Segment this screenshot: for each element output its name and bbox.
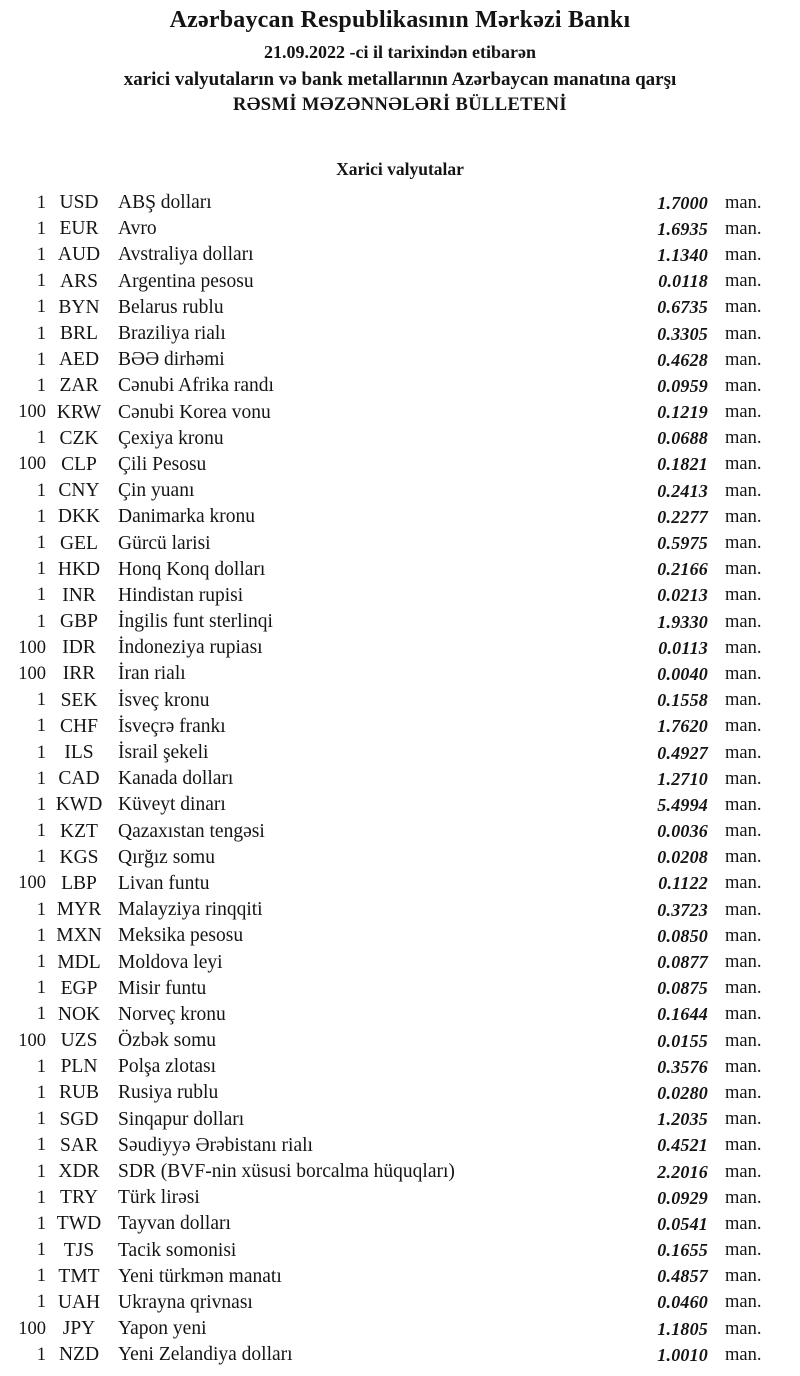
currency-row: [0, 1238, 770, 1264]
currency-name: Tacik somonisi: [118, 1239, 237, 1261]
currency-row: [0, 452, 770, 478]
currency-name: Honq Konq dolları: [118, 558, 266, 580]
currency-name: Malayziya rinqqiti: [118, 899, 263, 921]
currency-name: İsveç kronu: [118, 689, 210, 711]
currency-name: Argentina pesosu: [118, 270, 254, 292]
currency-name: Qazaxıstan tengəsi: [118, 820, 265, 842]
currency-rate: 0.0875: [657, 978, 708, 999]
currency-rate: 0.3305: [657, 323, 708, 344]
currency-quantity: 1: [36, 323, 46, 344]
currency-unit-label: man.: [725, 297, 762, 318]
bulletin-header: [0, 7, 800, 116]
currency-name: İndoneziya rupiası: [118, 637, 263, 659]
currency-code: CHF: [60, 715, 98, 737]
currency-code: RUB: [58, 1082, 100, 1104]
currency-quantity: 1: [36, 375, 46, 396]
currency-rate: 0.1821: [657, 454, 708, 475]
currency-quantity: 1: [36, 559, 46, 580]
currency-rate: 0.4927: [657, 742, 708, 763]
currency-code: CLP: [61, 453, 97, 475]
currency-rate: 0.0155: [657, 1030, 708, 1051]
currency-quantity: 1: [36, 1344, 46, 1365]
currency-code: ILS: [64, 742, 94, 764]
currency-code: TWD: [56, 1213, 102, 1235]
currency-name: Hindistan rupisi: [118, 584, 244, 606]
currency-name: İran rialı: [118, 663, 186, 685]
currency-unit-label: man.: [725, 794, 762, 815]
currency-rate: 0.4857: [657, 1266, 708, 1287]
currency-code: AUD: [57, 244, 101, 266]
currency-rate: 1.1805: [657, 1318, 708, 1339]
currency-unit-label: man.: [725, 218, 762, 239]
currency-row: [0, 1080, 770, 1106]
currency-name: Livan funtu: [118, 872, 210, 894]
currency-code: KGS: [59, 846, 99, 868]
currency-rate: 1.9330: [657, 611, 708, 632]
currency-row: [0, 426, 770, 452]
currency-quantity: 1: [36, 611, 46, 632]
currency-quantity: 1: [36, 1004, 46, 1025]
currency-quantity: 1: [36, 218, 46, 239]
currency-quantity: 1: [36, 1187, 46, 1208]
currency-unit-label: man.: [725, 1266, 762, 1287]
currency-code: HKD: [57, 558, 101, 580]
currency-code: KWD: [55, 794, 103, 816]
currency-code: BRL: [60, 323, 98, 345]
currency-rate: 0.1644: [657, 1004, 708, 1025]
effective-date-line: 21.09.2022 -ci il tarixindən etibarən: [264, 42, 536, 62]
currency-quantity: 1: [36, 952, 46, 973]
currency-name: Norveç kronu: [118, 1003, 226, 1025]
currency-unit-label: man.: [725, 1240, 762, 1261]
currency-row: [0, 373, 770, 399]
currency-row: [0, 1028, 770, 1054]
currency-rate: 2.2016: [657, 1161, 708, 1182]
currency-quantity: 1: [36, 533, 46, 554]
currency-code: LBP: [61, 872, 97, 894]
currency-rate: 0.0929: [657, 1187, 708, 1208]
currency-rate: 0.4521: [657, 1135, 708, 1156]
currency-unit-label: man.: [725, 768, 762, 789]
currency-row: [0, 766, 770, 792]
currency-code: USD: [59, 192, 99, 214]
currency-rate: 0.0113: [658, 637, 708, 658]
currency-name: Rusiya rublu: [118, 1082, 219, 1104]
currency-unit-label: man.: [725, 1318, 762, 1339]
section-title-foreign-currencies: Xarici valyutalar: [336, 159, 464, 179]
currency-code: GBP: [60, 611, 98, 633]
currency-name: Kanada dolları: [118, 768, 234, 790]
currency-row: [0, 583, 770, 609]
currency-row: [0, 1211, 770, 1237]
currency-name: Misir funtu: [118, 977, 207, 999]
currency-name: Moldova leyi: [118, 951, 223, 973]
currency-row: [0, 1133, 770, 1159]
currency-row: [0, 1342, 770, 1368]
currency-code: ARS: [60, 270, 98, 292]
currency-row: [0, 1185, 770, 1211]
currency-rate: 0.3576: [657, 1056, 708, 1077]
currency-quantity: 1: [36, 480, 46, 501]
currency-quantity: 1: [36, 768, 46, 789]
currency-quantity: 1: [36, 192, 46, 213]
currency-name: İsveçrə frankı: [118, 715, 226, 737]
currency-unit-label: man.: [725, 533, 762, 554]
currency-row: [0, 635, 770, 661]
currency-row: [0, 1002, 770, 1028]
currency-row: [0, 688, 770, 714]
currency-name: Avstraliya dolları: [118, 244, 254, 266]
currency-name: Çin yuanı: [118, 480, 195, 502]
currency-code: KRW: [56, 401, 102, 423]
subtitle-line: xarici valyutaların və bank metallarının Azərbaycan manatına qarşı: [123, 69, 677, 90]
currency-row: [0, 190, 770, 216]
currency-unit-label: man.: [725, 847, 762, 868]
currency-quantity: 1: [36, 349, 46, 370]
currency-quantity: 1: [36, 1292, 46, 1313]
currency-name: Sinqapur dolları: [118, 1108, 245, 1130]
currency-code: NZD: [58, 1344, 100, 1366]
currency-quantity: 1: [36, 1082, 46, 1103]
currency-code: UZS: [60, 1030, 98, 1052]
currency-row: [0, 609, 770, 635]
currency-quantity: 100: [18, 873, 46, 894]
currency-unit-label: man.: [725, 611, 762, 632]
currency-unit-label: man.: [725, 742, 762, 763]
currency-row: [0, 1107, 770, 1133]
currency-row: [0, 845, 770, 871]
currency-rate: 0.2166: [657, 559, 708, 580]
currency-code: KZT: [60, 820, 98, 842]
currency-code: MXN: [56, 925, 102, 947]
currency-quantity: 1: [36, 506, 46, 527]
currency-rate: 1.1340: [657, 244, 708, 265]
currency-rate: 0.0541: [657, 1213, 708, 1234]
currency-quantity: 1: [36, 1213, 46, 1234]
currency-rate: 1.7620: [657, 716, 708, 737]
currency-name: Cənubi Afrika randı: [118, 375, 274, 397]
currency-rate: 0.0959: [657, 375, 708, 396]
currency-rate: 0.0213: [657, 585, 708, 606]
currency-row: [0, 714, 770, 740]
currency-code: JPY: [62, 1318, 96, 1340]
currency-name: Gürcü larisi: [118, 532, 211, 554]
currency-row: [0, 949, 770, 975]
currency-row: [0, 216, 770, 242]
currency-name: Yapon yeni: [118, 1318, 207, 1340]
currency-row: [0, 530, 770, 556]
currency-unit-label: man.: [725, 559, 762, 580]
currency-unit-label: man.: [725, 1135, 762, 1156]
currency-row: [0, 976, 770, 1002]
currency-rate: 1.0010: [657, 1344, 708, 1365]
currency-unit-label: man.: [725, 716, 762, 737]
currency-code: CAD: [58, 768, 100, 790]
currency-unit-label: man.: [725, 454, 762, 475]
currency-quantity: 100: [18, 637, 46, 658]
currency-code: TJS: [63, 1239, 95, 1261]
currency-unit-label: man.: [725, 349, 762, 370]
currency-name: Qırğız somu: [118, 846, 215, 868]
currency-rate: 0.2413: [657, 480, 708, 501]
currency-quantity: 100: [18, 1318, 46, 1339]
currency-rate-table: [0, 190, 800, 1368]
currency-quantity: 1: [36, 1266, 46, 1287]
currency-rate: 0.6735: [657, 297, 708, 318]
currency-code: NOK: [57, 1003, 101, 1025]
currency-unit-label: man.: [725, 1082, 762, 1103]
currency-rate: 0.4628: [657, 349, 708, 370]
currency-row: [0, 819, 770, 845]
currency-name: İsrail şekeli: [118, 742, 209, 764]
currency-quantity: 100: [18, 402, 46, 423]
currency-row: [0, 792, 770, 818]
currency-quantity: 1: [36, 1135, 46, 1156]
currency-name: Türk lirəsi: [118, 1187, 200, 1209]
currency-rate: 0.0460: [657, 1292, 708, 1313]
currency-row: [0, 400, 770, 426]
official-rates-bulletin-title: RƏSMİ MƏZƏNNƏLƏRİ BÜLLETENİ: [232, 95, 568, 115]
currency-row: [0, 740, 770, 766]
currency-unit-label: man.: [725, 821, 762, 842]
currency-quantity: 1: [36, 690, 46, 711]
currency-code: MDL: [57, 951, 101, 973]
currency-name: Ukrayna qrivnası: [118, 1291, 253, 1313]
currency-name: Danimarka kronu: [118, 506, 255, 528]
currency-row: [0, 295, 770, 321]
currency-quantity: 1: [36, 742, 46, 763]
currency-name: Küveyt dinarı: [118, 794, 226, 816]
currency-quantity: 1: [36, 1109, 46, 1130]
currency-quantity: 1: [36, 585, 46, 606]
currency-code: EUR: [59, 218, 99, 240]
currency-name: Çili Pesosu: [118, 453, 207, 475]
currency-unit-label: man.: [725, 1030, 762, 1051]
currency-rate: 0.1122: [658, 873, 708, 894]
currency-quantity: 1: [36, 271, 46, 292]
currency-unit-label: man.: [725, 480, 762, 501]
currency-name: Səudiyyə Ərəbistanı rialı: [118, 1134, 313, 1156]
currency-name: Yeni Zelandiya dolları: [118, 1344, 293, 1366]
currency-code: AED: [58, 349, 100, 371]
currency-row: [0, 269, 770, 295]
currency-rate: 0.2277: [657, 506, 708, 527]
currency-row: [0, 321, 770, 347]
currency-rate: 0.0850: [657, 925, 708, 946]
currency-unit-label: man.: [725, 1109, 762, 1130]
currency-name: Cənubi Korea vonu: [118, 401, 271, 423]
currency-code: UAH: [57, 1291, 101, 1313]
currency-name: Belarus rublu: [118, 296, 224, 318]
currency-unit-label: man.: [725, 978, 762, 999]
currency-unit-label: man.: [725, 873, 762, 894]
currency-rate: 1.6935: [657, 218, 708, 239]
currency-row: [0, 1054, 770, 1080]
currency-rate: 0.1219: [657, 402, 708, 423]
currency-code: BYN: [58, 296, 100, 318]
currency-rate: 0.0280: [657, 1082, 708, 1103]
currency-code: DKK: [57, 506, 101, 528]
currency-unit-label: man.: [725, 323, 762, 344]
currency-code: MYR: [56, 899, 102, 921]
currency-code: TRY: [60, 1187, 98, 1209]
currency-code: TMT: [58, 1265, 100, 1287]
currency-quantity: 1: [36, 297, 46, 318]
currency-name: SDR (BVF-nin xüsusi borcalma hüquqları): [118, 1161, 455, 1183]
currency-unit-label: man.: [725, 585, 762, 606]
currency-quantity: 1: [36, 1240, 46, 1261]
currency-name: ABŞ dolları: [118, 192, 212, 214]
currency-unit-label: man.: [725, 428, 762, 449]
currency-quantity: 100: [18, 454, 46, 475]
currency-name: BƏƏ dirhəmi: [118, 349, 225, 371]
currency-quantity: 1: [36, 821, 46, 842]
currency-row: [0, 897, 770, 923]
currency-unit-label: man.: [725, 1213, 762, 1234]
currency-quantity: 1: [36, 794, 46, 815]
currency-rate: 0.1655: [657, 1240, 708, 1261]
currency-rate: 0.0040: [657, 663, 708, 684]
currency-row: [0, 1159, 770, 1185]
currency-code: ZAR: [59, 375, 99, 397]
currency-row: [0, 923, 770, 949]
currency-quantity: 1: [36, 847, 46, 868]
currency-unit-label: man.: [725, 925, 762, 946]
currency-unit-label: man.: [725, 690, 762, 711]
currency-row: [0, 347, 770, 373]
currency-name: Polşa zlotası: [118, 1056, 217, 1078]
currency-row: [0, 871, 770, 897]
currency-code: SGD: [59, 1108, 99, 1130]
currency-quantity: 1: [36, 716, 46, 737]
currency-code: INR: [62, 584, 96, 606]
currency-rate: 0.3723: [657, 899, 708, 920]
currency-quantity: 1: [36, 899, 46, 920]
currency-quantity: 100: [18, 1030, 46, 1051]
currency-rate: 0.1558: [657, 690, 708, 711]
currency-row: [0, 661, 770, 687]
currency-unit-label: man.: [725, 1187, 762, 1208]
currency-rate: 1.2710: [657, 768, 708, 789]
currency-rate: 1.2035: [657, 1109, 708, 1130]
currency-code: SAR: [60, 1134, 98, 1156]
currency-unit-label: man.: [725, 637, 762, 658]
currency-row: [0, 1316, 770, 1342]
currency-row: [0, 1290, 770, 1316]
currency-rate: 0.0877: [657, 952, 708, 973]
currency-quantity: 100: [18, 663, 46, 684]
currency-unit-label: man.: [725, 1344, 762, 1365]
currency-rate: 0.0688: [657, 428, 708, 449]
currency-rate: 0.0208: [657, 847, 708, 868]
currency-code: EGP: [60, 977, 98, 999]
currency-quantity: 1: [36, 244, 46, 265]
currency-unit-label: man.: [725, 244, 762, 265]
currency-name: Avro: [118, 218, 157, 240]
currency-name: Yeni türkmən manatı: [118, 1265, 282, 1287]
currency-code: CZK: [59, 427, 99, 449]
currency-quantity: 1: [36, 925, 46, 946]
currency-unit-label: man.: [725, 1161, 762, 1182]
currency-rate: 0.0118: [658, 271, 708, 292]
currency-code: PLN: [60, 1056, 98, 1078]
currency-unit-label: man.: [725, 402, 762, 423]
currency-code: CNY: [58, 480, 100, 502]
currency-code: IRR: [62, 663, 96, 685]
currency-code: XDR: [58, 1161, 100, 1183]
currency-row: [0, 242, 770, 268]
currency-unit-label: man.: [725, 899, 762, 920]
currency-code: IDR: [62, 637, 96, 659]
currency-row: [0, 557, 770, 583]
currency-unit-label: man.: [725, 271, 762, 292]
currency-unit-label: man.: [725, 192, 762, 213]
currency-unit-label: man.: [725, 1004, 762, 1025]
currency-unit-label: man.: [725, 506, 762, 527]
currency-row: [0, 1264, 770, 1290]
currency-unit-label: man.: [725, 1056, 762, 1077]
currency-code: SEK: [60, 689, 98, 711]
bank-name-title: Azərbaycan Respublikasının Mərkəzi Bankı: [169, 7, 631, 33]
currency-rate: 0.0036: [657, 821, 708, 842]
currency-name: Tayvan dolları: [118, 1213, 231, 1235]
currency-quantity: 1: [36, 428, 46, 449]
currency-unit-label: man.: [725, 952, 762, 973]
currency-rate: 5.4994: [657, 794, 708, 815]
currency-rate: 0.5975: [657, 533, 708, 554]
currency-row: [0, 478, 770, 504]
currency-name: Braziliya rialı: [118, 323, 226, 345]
currency-name: Özbək somu: [118, 1030, 217, 1052]
currency-quantity: 1: [36, 1161, 46, 1182]
currency-quantity: 1: [36, 1056, 46, 1077]
currency-unit-label: man.: [725, 1292, 762, 1313]
currency-code: GEL: [60, 532, 98, 554]
currency-row: [0, 504, 770, 530]
currency-name: Çexiya kronu: [118, 427, 224, 449]
currency-quantity: 1: [36, 978, 46, 999]
currency-rate: 1.7000: [657, 192, 708, 213]
currency-unit-label: man.: [725, 663, 762, 684]
currency-name: Meksika pesosu: [118, 925, 244, 947]
currency-name: İngilis funt sterlinqi: [118, 611, 273, 633]
currency-unit-label: man.: [725, 375, 762, 396]
